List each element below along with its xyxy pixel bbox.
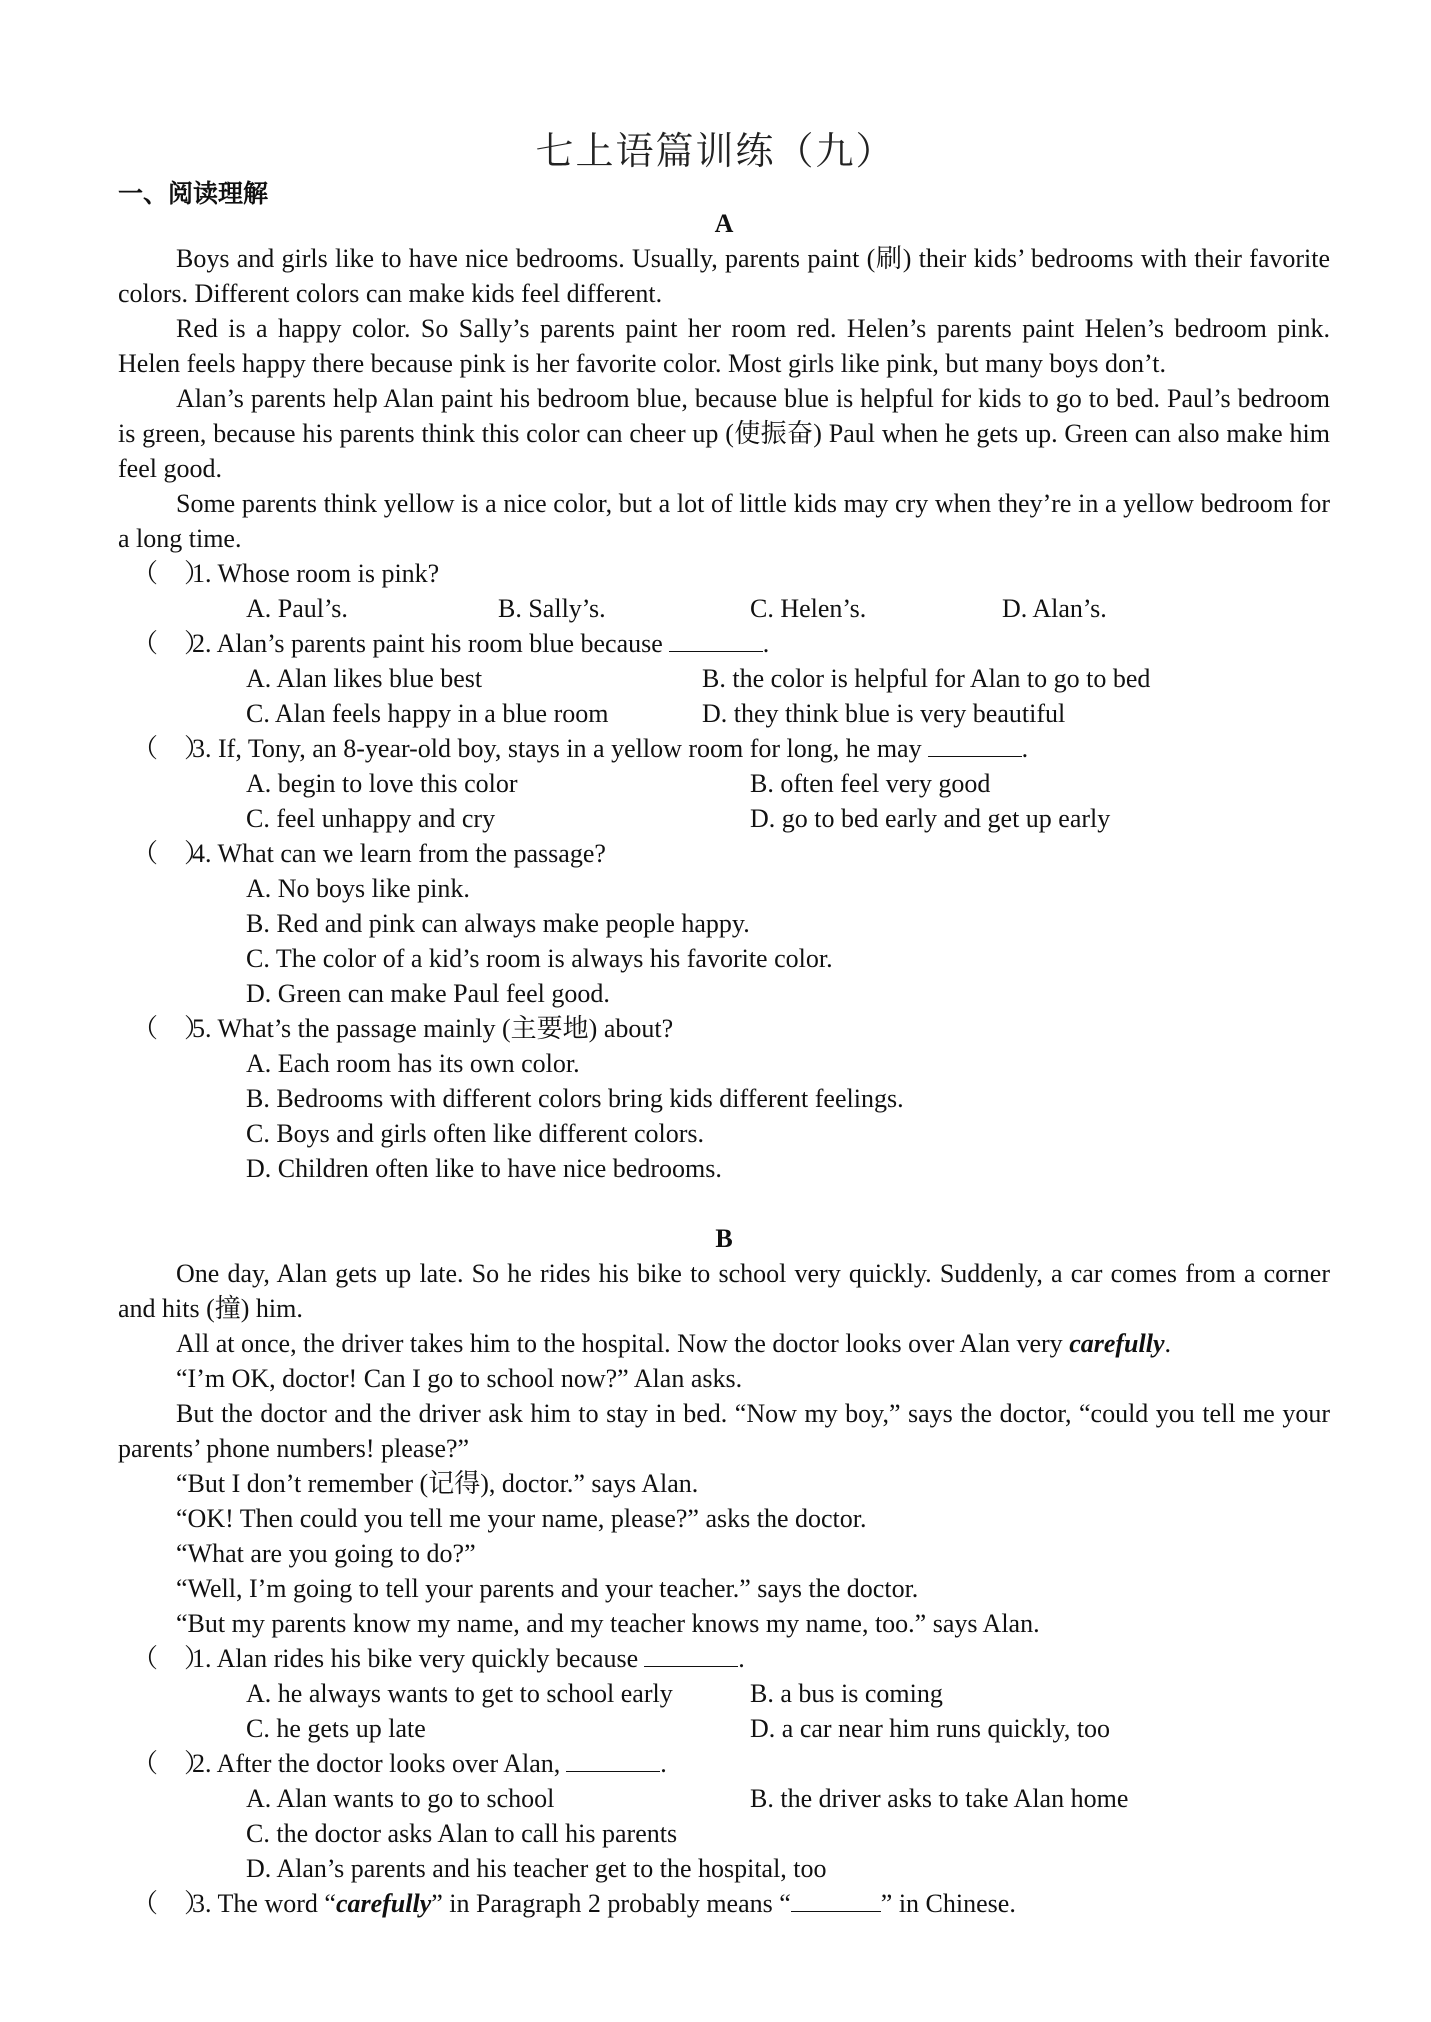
question-b2-options-row-1 bbox=[118, 1781, 1330, 1816]
option-a: A. Each room has its own color. bbox=[246, 1049, 580, 1078]
answer-blank[interactable] bbox=[566, 1747, 660, 1772]
question-a1 bbox=[118, 556, 1330, 591]
question-stem: ” in Chinese. bbox=[880, 1889, 1016, 1918]
passage-b bbox=[118, 1221, 1330, 1921]
passage-a-paragraph-1: Boys and girls like to have nice bedrooms. Usually, parents paint (刷) their kids’ bedrooms with their favorite colors. Different colors can make kids feel different. bbox=[118, 244, 1330, 308]
question-b2: （ ）2. After the doctor looks over Alan, . bbox=[118, 1746, 1330, 1781]
answer-paren[interactable]: （ ） bbox=[132, 1014, 211, 1043]
passage-a bbox=[118, 206, 1330, 1186]
question-a2: （ ）2. Alan’s parents paint his room blue because . bbox=[118, 626, 1330, 661]
question-b3 bbox=[118, 1886, 1330, 1921]
passage-a-heading: A bbox=[714, 209, 734, 238]
option-d: D. a car near him runs quickly, too bbox=[750, 1714, 1111, 1743]
option-a: A. he always wants to get to school early bbox=[246, 1679, 673, 1708]
question-stem: 2. Alan’s parents paint his room blue because bbox=[192, 629, 663, 658]
passage-b-heading: B bbox=[715, 1224, 733, 1253]
option-a: A. Alan likes blue best bbox=[246, 664, 483, 693]
question-a5 bbox=[118, 1011, 1330, 1046]
option-d: D. Alan’s. bbox=[1002, 594, 1107, 623]
question-a2-options-row-2 bbox=[118, 696, 1330, 731]
answer-blank[interactable] bbox=[928, 732, 1022, 757]
passage-a-paragraph-2: Red is a happy color. So Sally’s parents paint her room red. Helen’s parents paint Helen’s bedroom pink. Helen feels happy there because pink is her favorite color. Most girls like pink, but many boys don’t. bbox=[118, 314, 1330, 378]
option-c: C. Boys and girls often like different colors. bbox=[246, 1119, 705, 1148]
question-stem: ” in Paragraph 2 probably means “ bbox=[431, 1889, 791, 1918]
question-stem: 5. What’s the passage mainly (主要地) about? bbox=[192, 1014, 674, 1043]
option-c: C. Alan feels happy in a blue room bbox=[246, 699, 609, 728]
option-c: C. Helen’s. bbox=[750, 594, 867, 623]
answer-paren[interactable]: （ ） bbox=[132, 1749, 211, 1778]
question-stem: 4. What can we learn from the passage? bbox=[192, 839, 606, 868]
answer-blank[interactable] bbox=[791, 1887, 881, 1912]
option-b: B. Bedrooms with different colors bring kids different feelings. bbox=[246, 1084, 904, 1113]
option-c: C. The color of a kid’s room is always his favorite color. bbox=[246, 944, 833, 973]
answer-paren[interactable]: （ ） bbox=[132, 629, 211, 658]
question-stem: 1. Alan rides his bike very quickly because bbox=[192, 1644, 639, 1673]
answer-paren[interactable]: （ ） bbox=[132, 559, 211, 588]
question-a3: （ ）3. If, Tony, an 8-year-old boy, stays in a yellow room for long, he may . bbox=[118, 731, 1330, 766]
passage-b-paragraph-4: But the doctor and the driver ask him to stay in bed. “Now my boy,” says the doctor, “could you tell me your parents’ phone numbers! please?” bbox=[118, 1399, 1330, 1463]
option-a: A. No boys like pink. bbox=[246, 874, 470, 903]
answer-blank[interactable] bbox=[669, 627, 763, 652]
passage-b-paragraph-3: “I’m OK, doctor! Can I go to school now?” Alan asks. bbox=[176, 1364, 743, 1393]
option-c: C. feel unhappy and cry bbox=[246, 804, 496, 833]
option-c: C. the doctor asks Alan to call his parents bbox=[246, 1819, 678, 1848]
passage-a-paragraph-3: Alan’s parents help Alan paint his bedroom blue, because blue is helpful for kids to go to bed. Paul’s bedroom is green, because his parents think this color can cheer up (使振奋) Paul when he gets up. Green can also make him feel good. bbox=[118, 384, 1330, 483]
answer-paren[interactable]: （ ） bbox=[132, 1644, 211, 1673]
question-stem: 3. If, Tony, an 8-year-old boy, stays in a yellow room for long, he may bbox=[192, 734, 922, 763]
passage-b-paragraph-2 bbox=[118, 1326, 1330, 1361]
question-a4 bbox=[118, 836, 1330, 871]
question-b1-options-row-2 bbox=[118, 1711, 1330, 1746]
option-b: B. the driver asks to take Alan home bbox=[750, 1784, 1129, 1813]
question-stem: 3. The word “ bbox=[192, 1889, 336, 1918]
dialogue-line: “OK! Then could you tell me your name, please?” asks the doctor. bbox=[176, 1504, 867, 1533]
emphasized-word: carefully bbox=[335, 1889, 432, 1918]
option-d: D. Children often like to have nice bedrooms. bbox=[246, 1154, 722, 1183]
question-b1: （ ）1. Alan rides his bike very quickly because . bbox=[118, 1641, 1330, 1676]
section-title: 一、阅读理解 bbox=[118, 179, 269, 208]
dialogue-line: “Well, I’m going to tell your parents and your teacher.” says the doctor. bbox=[176, 1574, 919, 1603]
question-stem: 2. After the doctor looks over Alan, bbox=[192, 1749, 561, 1778]
option-b: B. often feel very good bbox=[750, 769, 991, 798]
option-d: D. they think blue is very beautiful bbox=[702, 699, 1066, 728]
question-a3-options-row-2 bbox=[118, 801, 1330, 836]
question-a2-options-row-1 bbox=[118, 661, 1330, 696]
answer-blank[interactable] bbox=[644, 1642, 738, 1667]
answer-paren[interactable]: （ ） bbox=[132, 734, 211, 763]
question-a1-options bbox=[118, 591, 1330, 626]
option-a: A. Paul’s. bbox=[246, 594, 348, 623]
option-b: B. a bus is coming bbox=[750, 1679, 943, 1708]
answer-paren[interactable]: （ ） bbox=[132, 1889, 211, 1918]
option-d: D. Green can make Paul feel good. bbox=[246, 979, 610, 1008]
paragraph-text: . bbox=[1164, 1329, 1171, 1358]
emphasized-word: carefully bbox=[1069, 1329, 1165, 1358]
option-b: B. Red and pink can always make people happy. bbox=[246, 909, 750, 938]
option-a: A. Alan wants to go to school bbox=[246, 1784, 555, 1813]
dialogue-line: “What are you going to do?” bbox=[176, 1539, 476, 1568]
option-b: B. Sally’s. bbox=[498, 594, 606, 623]
paragraph-text: All at once, the driver takes him to the hospital. Now the doctor looks over Alan very bbox=[176, 1329, 1070, 1358]
question-b1-options-row-1 bbox=[118, 1676, 1330, 1711]
option-b: B. the color is helpful for Alan to go to bed bbox=[702, 664, 1151, 693]
question-a3-options-row-1 bbox=[118, 766, 1330, 801]
passage-b-paragraph-1: One day, Alan gets up late. So he rides his bike to school very quickly. Suddenly, a car comes from a corner and hits (撞) him. bbox=[118, 1259, 1330, 1323]
option-c: C. he gets up late bbox=[246, 1714, 426, 1743]
option-a: A. begin to love this color bbox=[246, 769, 518, 798]
page-title: 七上语篇训练（九） bbox=[535, 129, 896, 173]
dialogue-line: “But I don’t remember (记得), doctor.” says Alan. bbox=[176, 1469, 699, 1498]
dialogue-line: “But my parents know my name, and my teacher knows my name, too.” says Alan. bbox=[176, 1609, 1040, 1638]
answer-paren[interactable]: （ ） bbox=[132, 839, 211, 868]
option-d: D. go to bed early and get up early bbox=[750, 804, 1111, 833]
passage-a-paragraph-4: Some parents think yellow is a nice color, but a lot of little kids may cry when they’re in a yellow bedroom for a long time. bbox=[118, 489, 1330, 553]
question-stem: 1. Whose room is pink? bbox=[192, 559, 440, 588]
option-d: D. Alan’s parents and his teacher get to the hospital, too bbox=[246, 1854, 827, 1883]
